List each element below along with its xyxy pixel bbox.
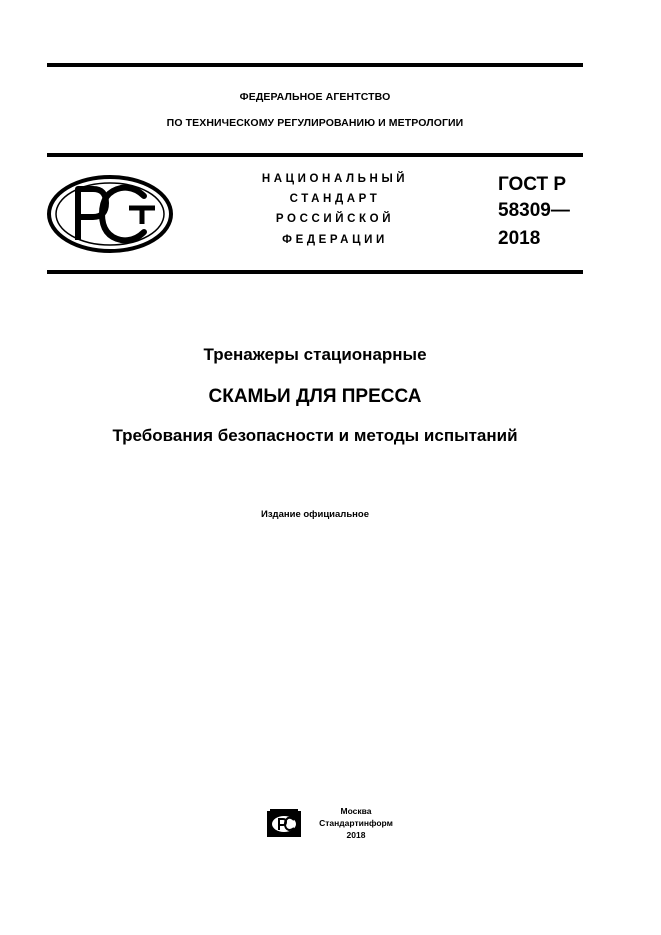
standard-designation-line3: 2018 [498, 228, 541, 249]
standard-type-line2: СТАНДАРТ [289, 193, 381, 205]
agency-name-line2: ПО ТЕХНИЧЕСКОМУ РЕГУЛИРОВАНИЮ И МЕТРОЛОГИИ [166, 117, 464, 129]
publisher-city: Москва [340, 806, 372, 816]
title-block-divider [47, 270, 583, 274]
edition-note: Издание официальное [261, 509, 369, 520]
document-title-line1: Тренажеры стационарные [203, 345, 427, 364]
standard-type-line3: РОССИЙСКОЙ [275, 213, 395, 225]
agency-name-line1: ФЕДЕРАЛЬНОЕ АГЕНТСТВО [239, 91, 391, 103]
header-divider [47, 153, 583, 157]
standard-designation-line2: 58309— [498, 200, 570, 221]
standard-type-line4: ФЕДЕРАЦИИ [282, 234, 388, 246]
standartinform-logo-icon [266, 808, 302, 838]
publication-year: 2018 [346, 830, 366, 840]
document-title-main: СКАМЬИ ДЛЯ ПРЕССА [208, 386, 422, 407]
publisher-name: Стандартинформ [319, 818, 393, 828]
standard-type-line1: НАЦИОНАЛЬНЫЙ [261, 173, 409, 185]
rst-certification-mark-icon [46, 174, 174, 254]
document-subtitle: Требования безопасности и методы испытаний [112, 426, 518, 445]
top-divider [47, 63, 583, 67]
standard-designation-line1: ГОСТ Р [498, 174, 567, 195]
